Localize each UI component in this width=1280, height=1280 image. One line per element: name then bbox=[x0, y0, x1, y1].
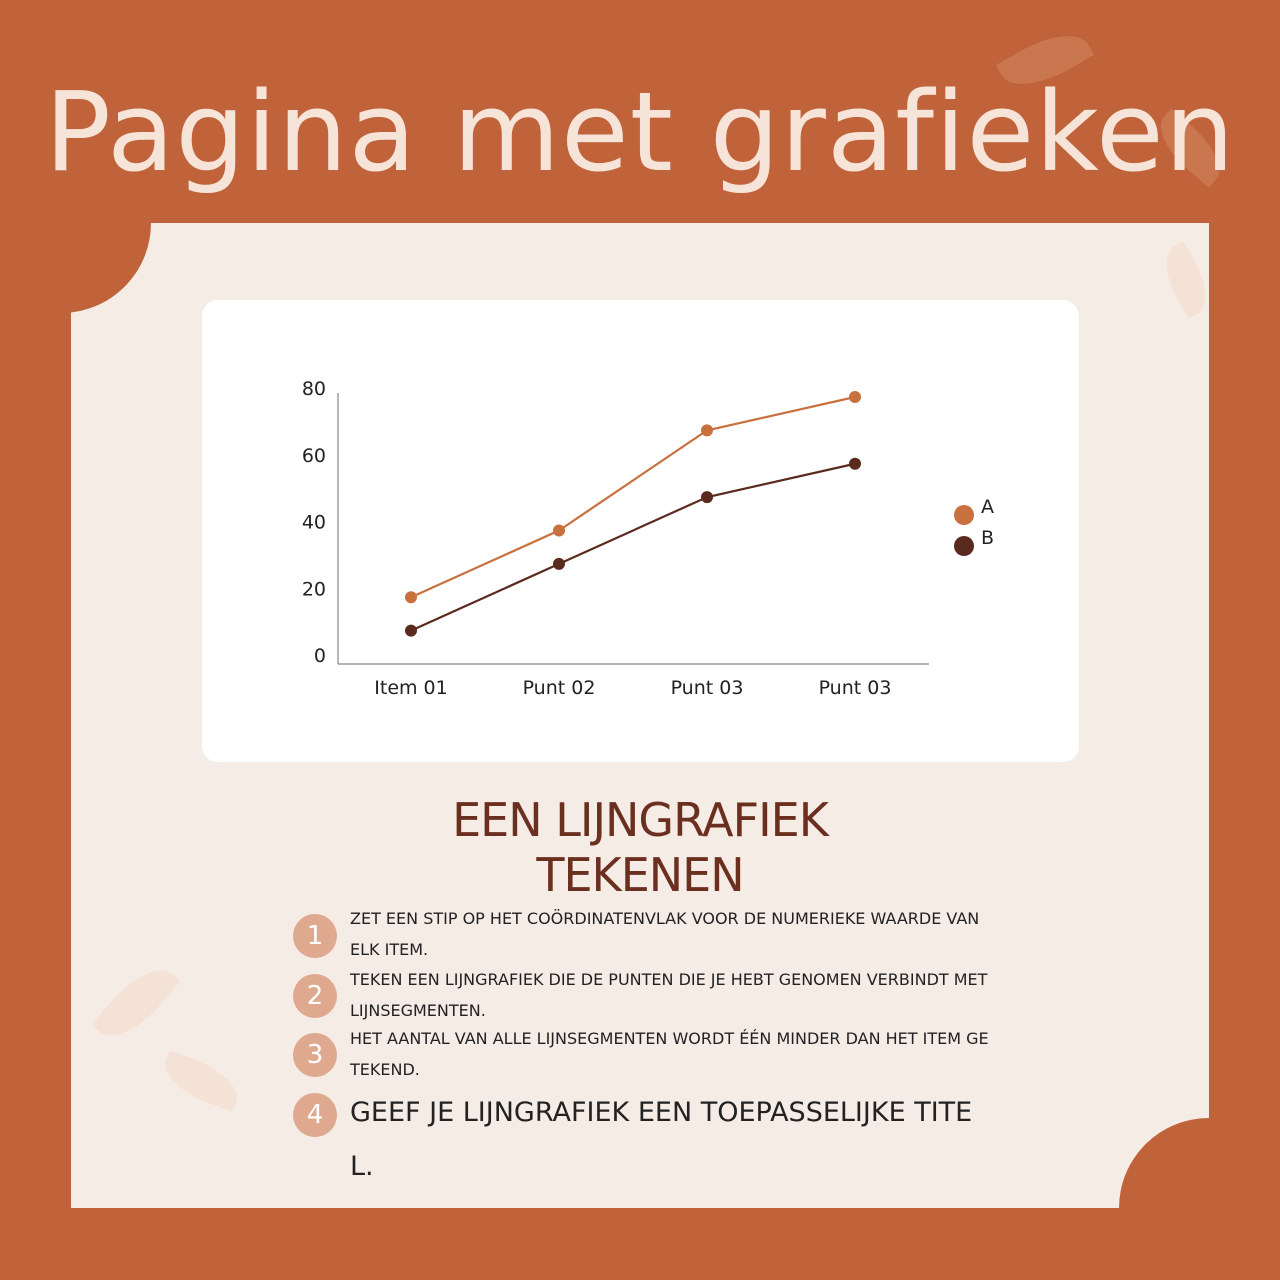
step-text: ZET EEN STIP OP HET COÖRDINATENVLAK VOOR DE NUMERIEKE WAARDE VAN ELK ITEM. bbox=[350, 909, 980, 959]
content-card bbox=[71, 223, 1209, 1208]
y-tick-label: 60 bbox=[301, 444, 326, 467]
x-tick-label: Punt 03 bbox=[670, 677, 744, 699]
steps-list bbox=[71, 223, 1209, 1208]
step-number-badge: 3 bbox=[293, 1033, 337, 1077]
x-tick-label: Punt 02 bbox=[522, 677, 596, 699]
y-tick-label: 40 bbox=[301, 511, 326, 534]
legend-label-A: A bbox=[981, 496, 994, 518]
y-tick-label: 80 bbox=[301, 378, 326, 400]
y-tick-label: 20 bbox=[301, 578, 326, 601]
page-title: Pagina met grafieken bbox=[44, 68, 1236, 196]
step-text: GEEF JE LIJNGRAFIEK EEN TOEPASSELIJKE TITEL. bbox=[350, 1097, 973, 1182]
step-text: TEKEN EEN LIJNGRAFIEK DIE DE PUNTEN DIE JE HEBT GENOMEN VERBINDT MET LIJNSEGMENTEN. bbox=[350, 970, 988, 1020]
y-tick-label: 0 bbox=[313, 645, 326, 667]
x-tick-label: Punt 03 bbox=[818, 677, 892, 699]
step-number-badge: 4 bbox=[293, 1093, 337, 1137]
section-heading: EEN LIJNGRAFIEK TEKENEN bbox=[452, 793, 828, 902]
x-tick-label: Item 01 bbox=[374, 677, 448, 699]
step-number-badge: 2 bbox=[293, 974, 337, 1018]
legend-label-B: B bbox=[981, 527, 995, 549]
step-number-badge: 1 bbox=[293, 914, 337, 958]
step-text: HET AANTAL VAN ALLE LIJNSEGMENTEN WORDT ÉÉN MINDER DAN HET ITEM GETEKEND. bbox=[350, 1029, 989, 1079]
